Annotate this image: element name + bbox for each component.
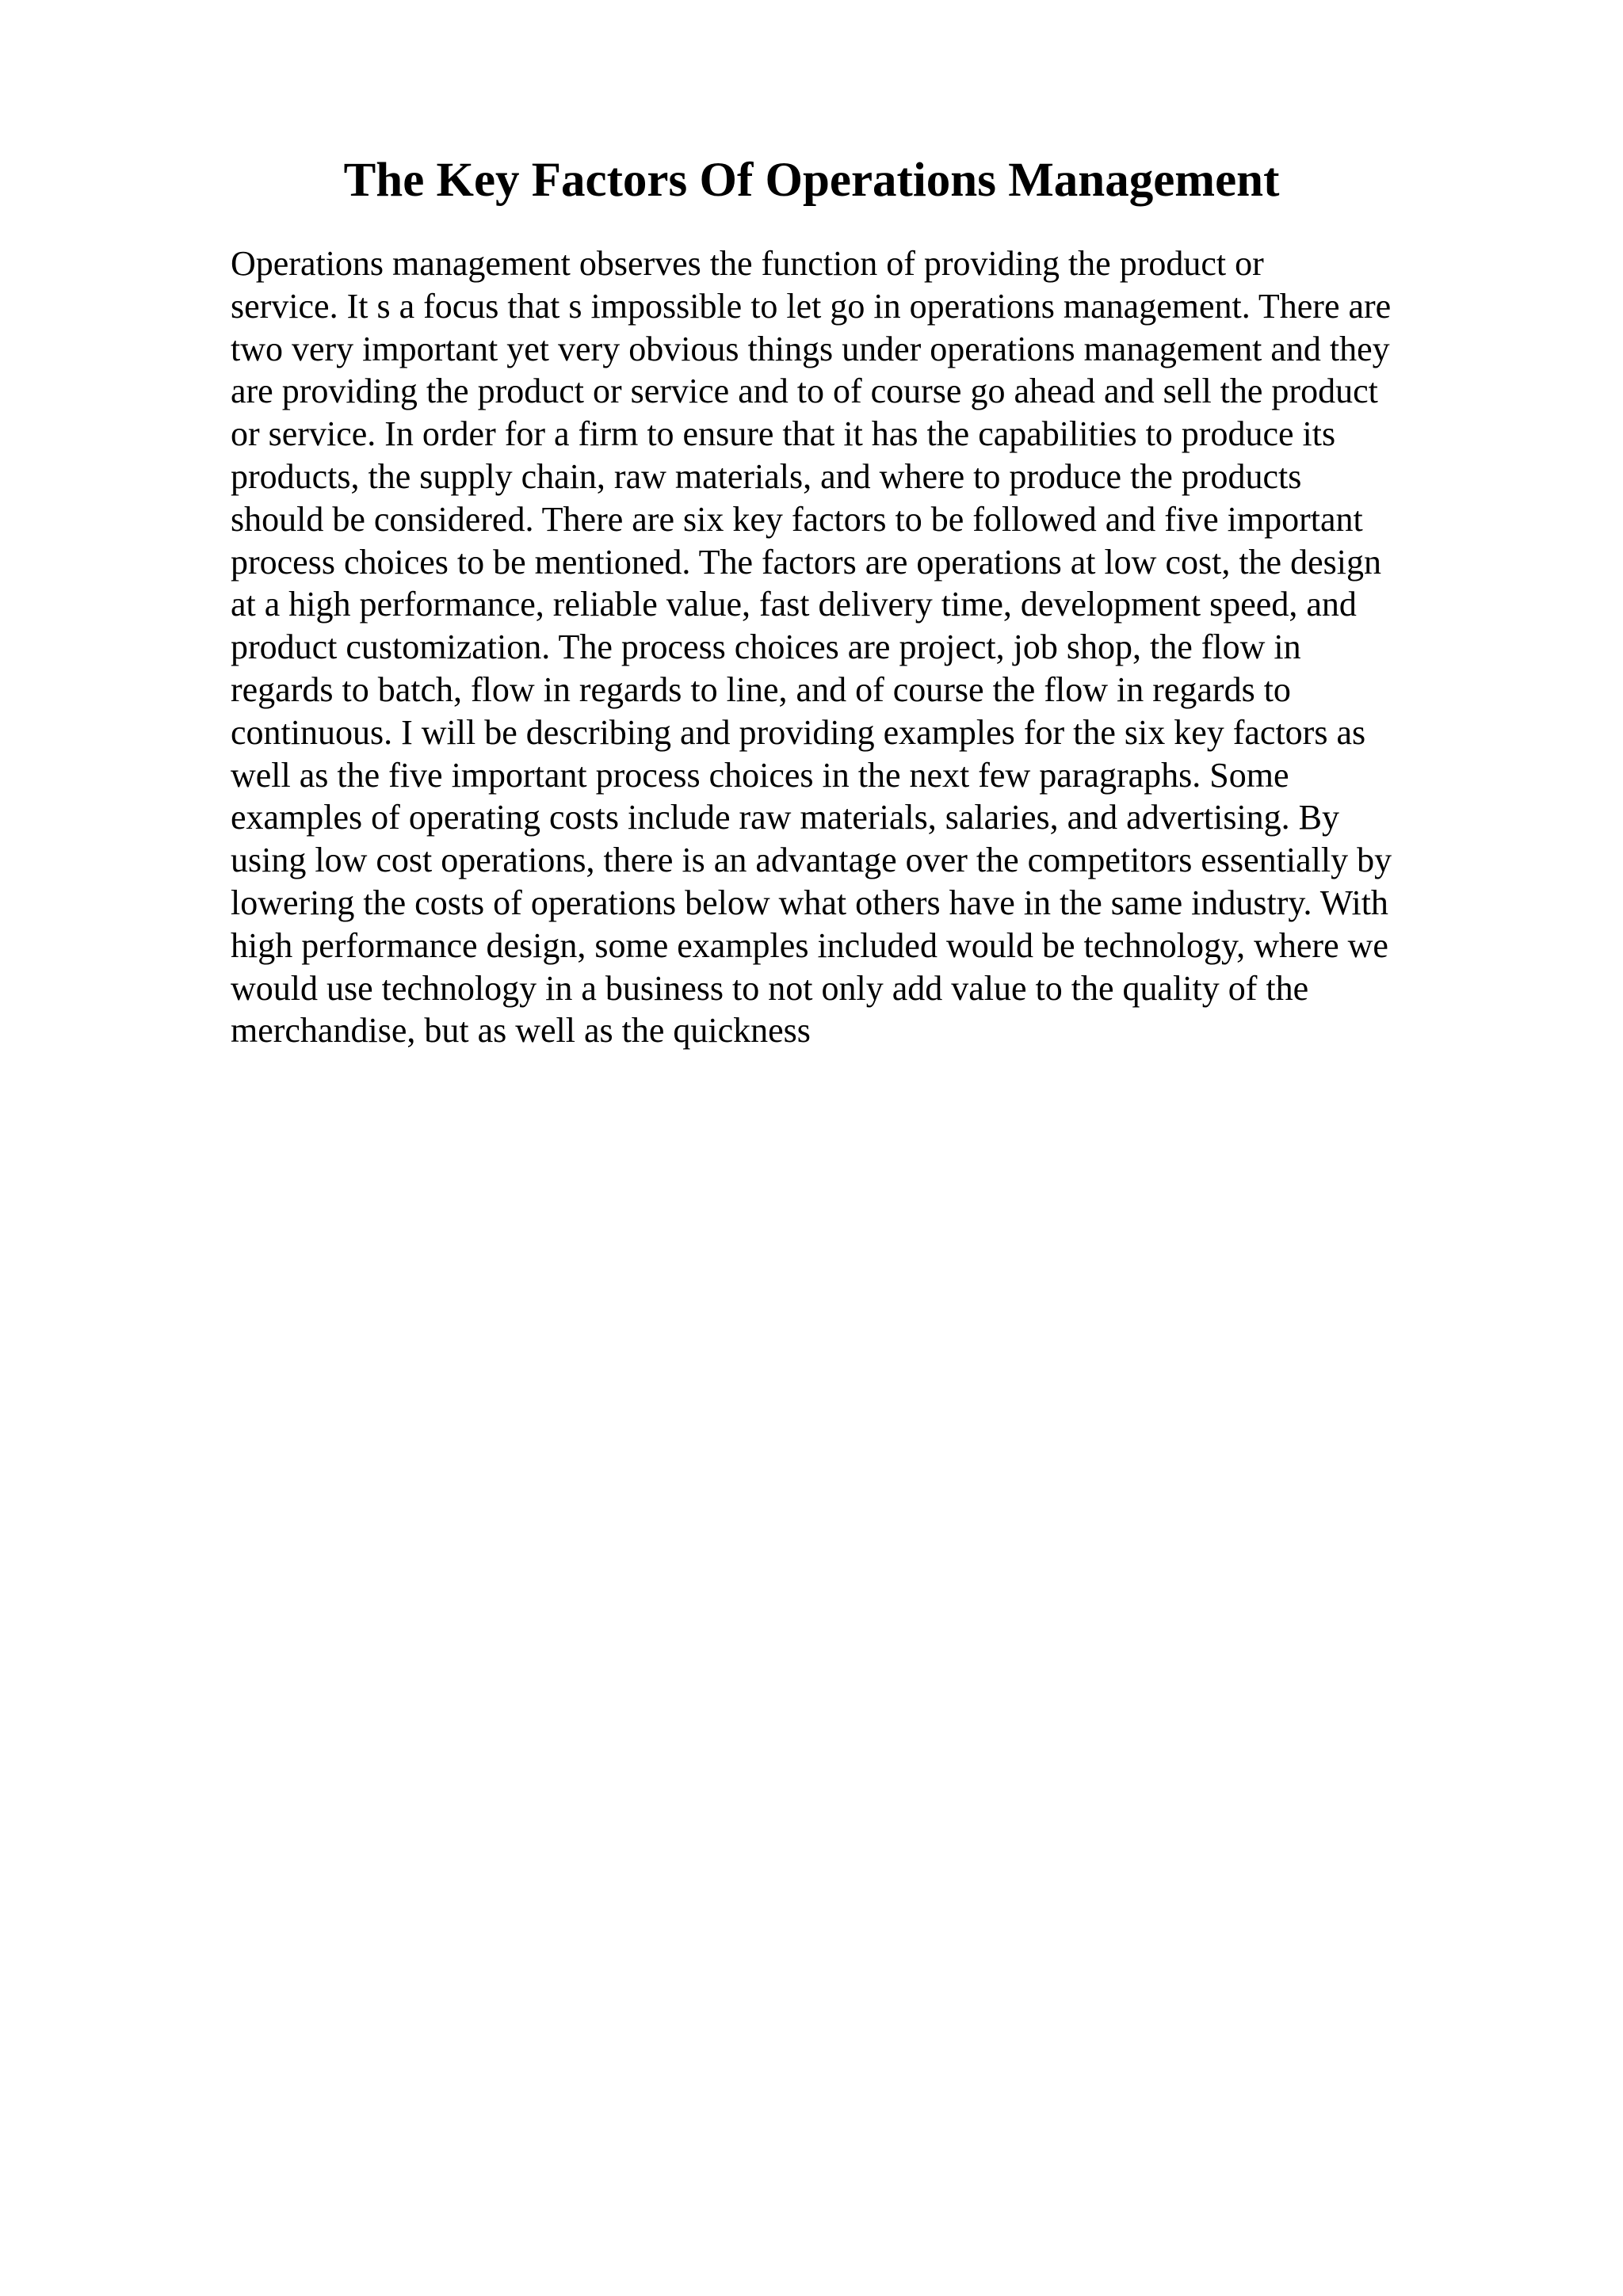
body-paragraph [231,242,1475,1052]
paragraph-line: should be considered. There are six key factors to be followed and five important [231,499,1363,539]
paragraph-line: well as the five important process choices in the next few paragraphs. Some [231,755,1289,795]
paragraph-line: are providing the product or service and to of course go ahead and sell the product [231,372,1378,411]
paragraph-line: product customization. The process choices are project, job shop, the flow in [231,627,1301,667]
document-title: The Key Factors Of Operations Management [343,154,1280,207]
paragraph-line: two very important yet very obvious things under operations management and they [231,329,1390,368]
paragraph-line: regards to batch, flow in regards to line, and of course the flow in regards to [231,669,1291,709]
paragraph-line: process choices to be mentioned. The factors are operations at low cost, the design [231,542,1381,582]
paragraph-line: would use technology in a business to not only add value to the quality of the [231,968,1309,1008]
paragraph-line: service. It s a focus that s impossible to let go in operations management. There are [231,286,1392,326]
paragraph-line: merchandise, but as well as the quickness [231,1011,811,1051]
paragraph-line: at a high performance, reliable value, fast delivery time, development speed, and [231,585,1357,624]
paragraph-line: lowering the costs of operations below what others have in the same industry. With [231,883,1388,922]
paragraph-line: Operations management observes the function of providing the product or [231,244,1264,283]
paragraph-line: continuous. I will be describing and providing examples for the six key factors as [231,712,1366,752]
paragraph-line: high performance design, some examples included would be technology, where we [231,925,1388,965]
paragraph-line: examples of operating costs include raw materials, salaries, and advertising. By [231,798,1340,837]
paragraph-line: products, the supply chain, raw materials, and where to produce the products [231,456,1302,496]
paragraph-line: using low cost operations, there is an advantage over the competitors essentially by [231,841,1392,880]
paragraph-line: or service. In order for a firm to ensure that it has the capabilities to produce its [231,414,1336,454]
